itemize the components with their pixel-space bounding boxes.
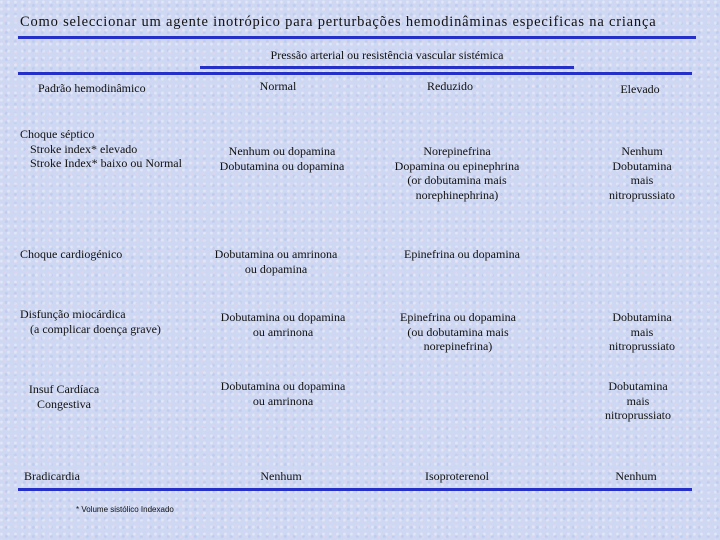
cell-line: mais [630, 324, 654, 339]
cell-line: Nenhum [621, 144, 663, 158]
cell-line: Dobutamina [612, 158, 672, 173]
row-label-line: Stroke Index* baixo ou Normal [30, 156, 182, 170]
header-rule [18, 72, 692, 75]
cell-line: Dobutamina [608, 379, 668, 393]
table-bottom-rule [18, 488, 692, 491]
col-header-pattern: Padrão hemodinâmico [38, 81, 146, 95]
row-label-line: Stroke index* elevado [30, 141, 138, 156]
cell-line: nitroprussiato [609, 187, 675, 202]
cell-septic-reduced [376, 144, 538, 202]
cell-septic-normal [200, 144, 364, 173]
cell-line: Dobutamina [612, 310, 672, 324]
col-header-normal: Normal [259, 79, 297, 93]
cell-line: Isoproterenol [425, 469, 489, 483]
footnote: * Volume sistólico Indexado [76, 505, 174, 514]
cell-line: (ou dobutamina mais [407, 324, 509, 339]
cell-line: nitroprussiato [609, 339, 675, 353]
col-header-elevated: Elevado [620, 82, 660, 96]
row-label-line: Congestiva [37, 396, 91, 411]
cell-myocardial-elevated [590, 310, 694, 354]
cell-line: ou dopamina [244, 261, 308, 276]
row-label-myocardial [20, 307, 161, 336]
cell-myocardial-normal [204, 310, 362, 339]
cell-line: Dobutamina ou amrinona [214, 247, 338, 261]
cell-brady-reduced [404, 469, 510, 484]
cell-line: Dobutamina ou dopamina [220, 310, 346, 324]
cell-line: Epinefrina ou dopamina [404, 247, 520, 261]
row-label-line: Choque cardiogénico [20, 247, 123, 261]
cell-line: norephinephrina) [415, 187, 499, 202]
row-label-line: Disfunção miocárdica [20, 307, 126, 321]
cell-cardiogenic-reduced [386, 247, 538, 262]
super-header-rule [200, 66, 574, 69]
cell-line: mais [626, 393, 650, 408]
row-label-cardiogenic [20, 247, 122, 262]
row-label-line: Insuf Cardíaca [28, 382, 100, 396]
cell-line: Nenhum ou dopamina [228, 144, 336, 158]
cell-brady-elevated [596, 469, 676, 484]
cell-line: (or dobutamina mais [407, 173, 507, 187]
cell-line: Dopamina ou epinephrina [394, 158, 520, 173]
row-label-brady [24, 469, 80, 484]
row-label-chf [24, 382, 104, 411]
cell-line: mais [630, 173, 654, 187]
cell-line: ou amrinona [252, 324, 314, 339]
cell-chf-elevated [586, 379, 690, 423]
title-rule [18, 36, 696, 39]
cell-septic-elevated [590, 144, 694, 202]
cell-cardiogenic-normal [198, 247, 354, 276]
cell-myocardial-reduced [384, 310, 532, 354]
cell-line: Nenhum [260, 469, 302, 483]
cell-brady-normal [236, 469, 326, 484]
cell-line: Dobutamina ou dopamina [219, 158, 345, 173]
row-label-line: Bradicardia [24, 469, 80, 483]
cell-chf-normal [204, 379, 362, 408]
cell-line: ou amrinona [252, 393, 314, 408]
cell-line: Epinefrina ou dopamina [400, 310, 516, 324]
cell-line: nitroprussiato [605, 408, 671, 422]
row-label-line: (a complicar doença grave) [30, 321, 161, 336]
cell-line: Dobutamina ou dopamina [220, 379, 346, 393]
cell-line: norepinefrina) [423, 339, 493, 353]
super-header: Pressão arterial ou resistência vascular sistémica [270, 48, 504, 62]
cell-line: Norepinefrina [423, 144, 491, 158]
col-header-reduced: Reduzido [427, 79, 473, 93]
cell-line: Nenhum [615, 469, 657, 483]
slide-title: Como seleccionar um agente inotrópico para perturbações hemodinâminas especificas na criança [20, 14, 657, 30]
row-label-septic [20, 127, 182, 171]
row-label-line: Choque séptico [20, 127, 95, 141]
